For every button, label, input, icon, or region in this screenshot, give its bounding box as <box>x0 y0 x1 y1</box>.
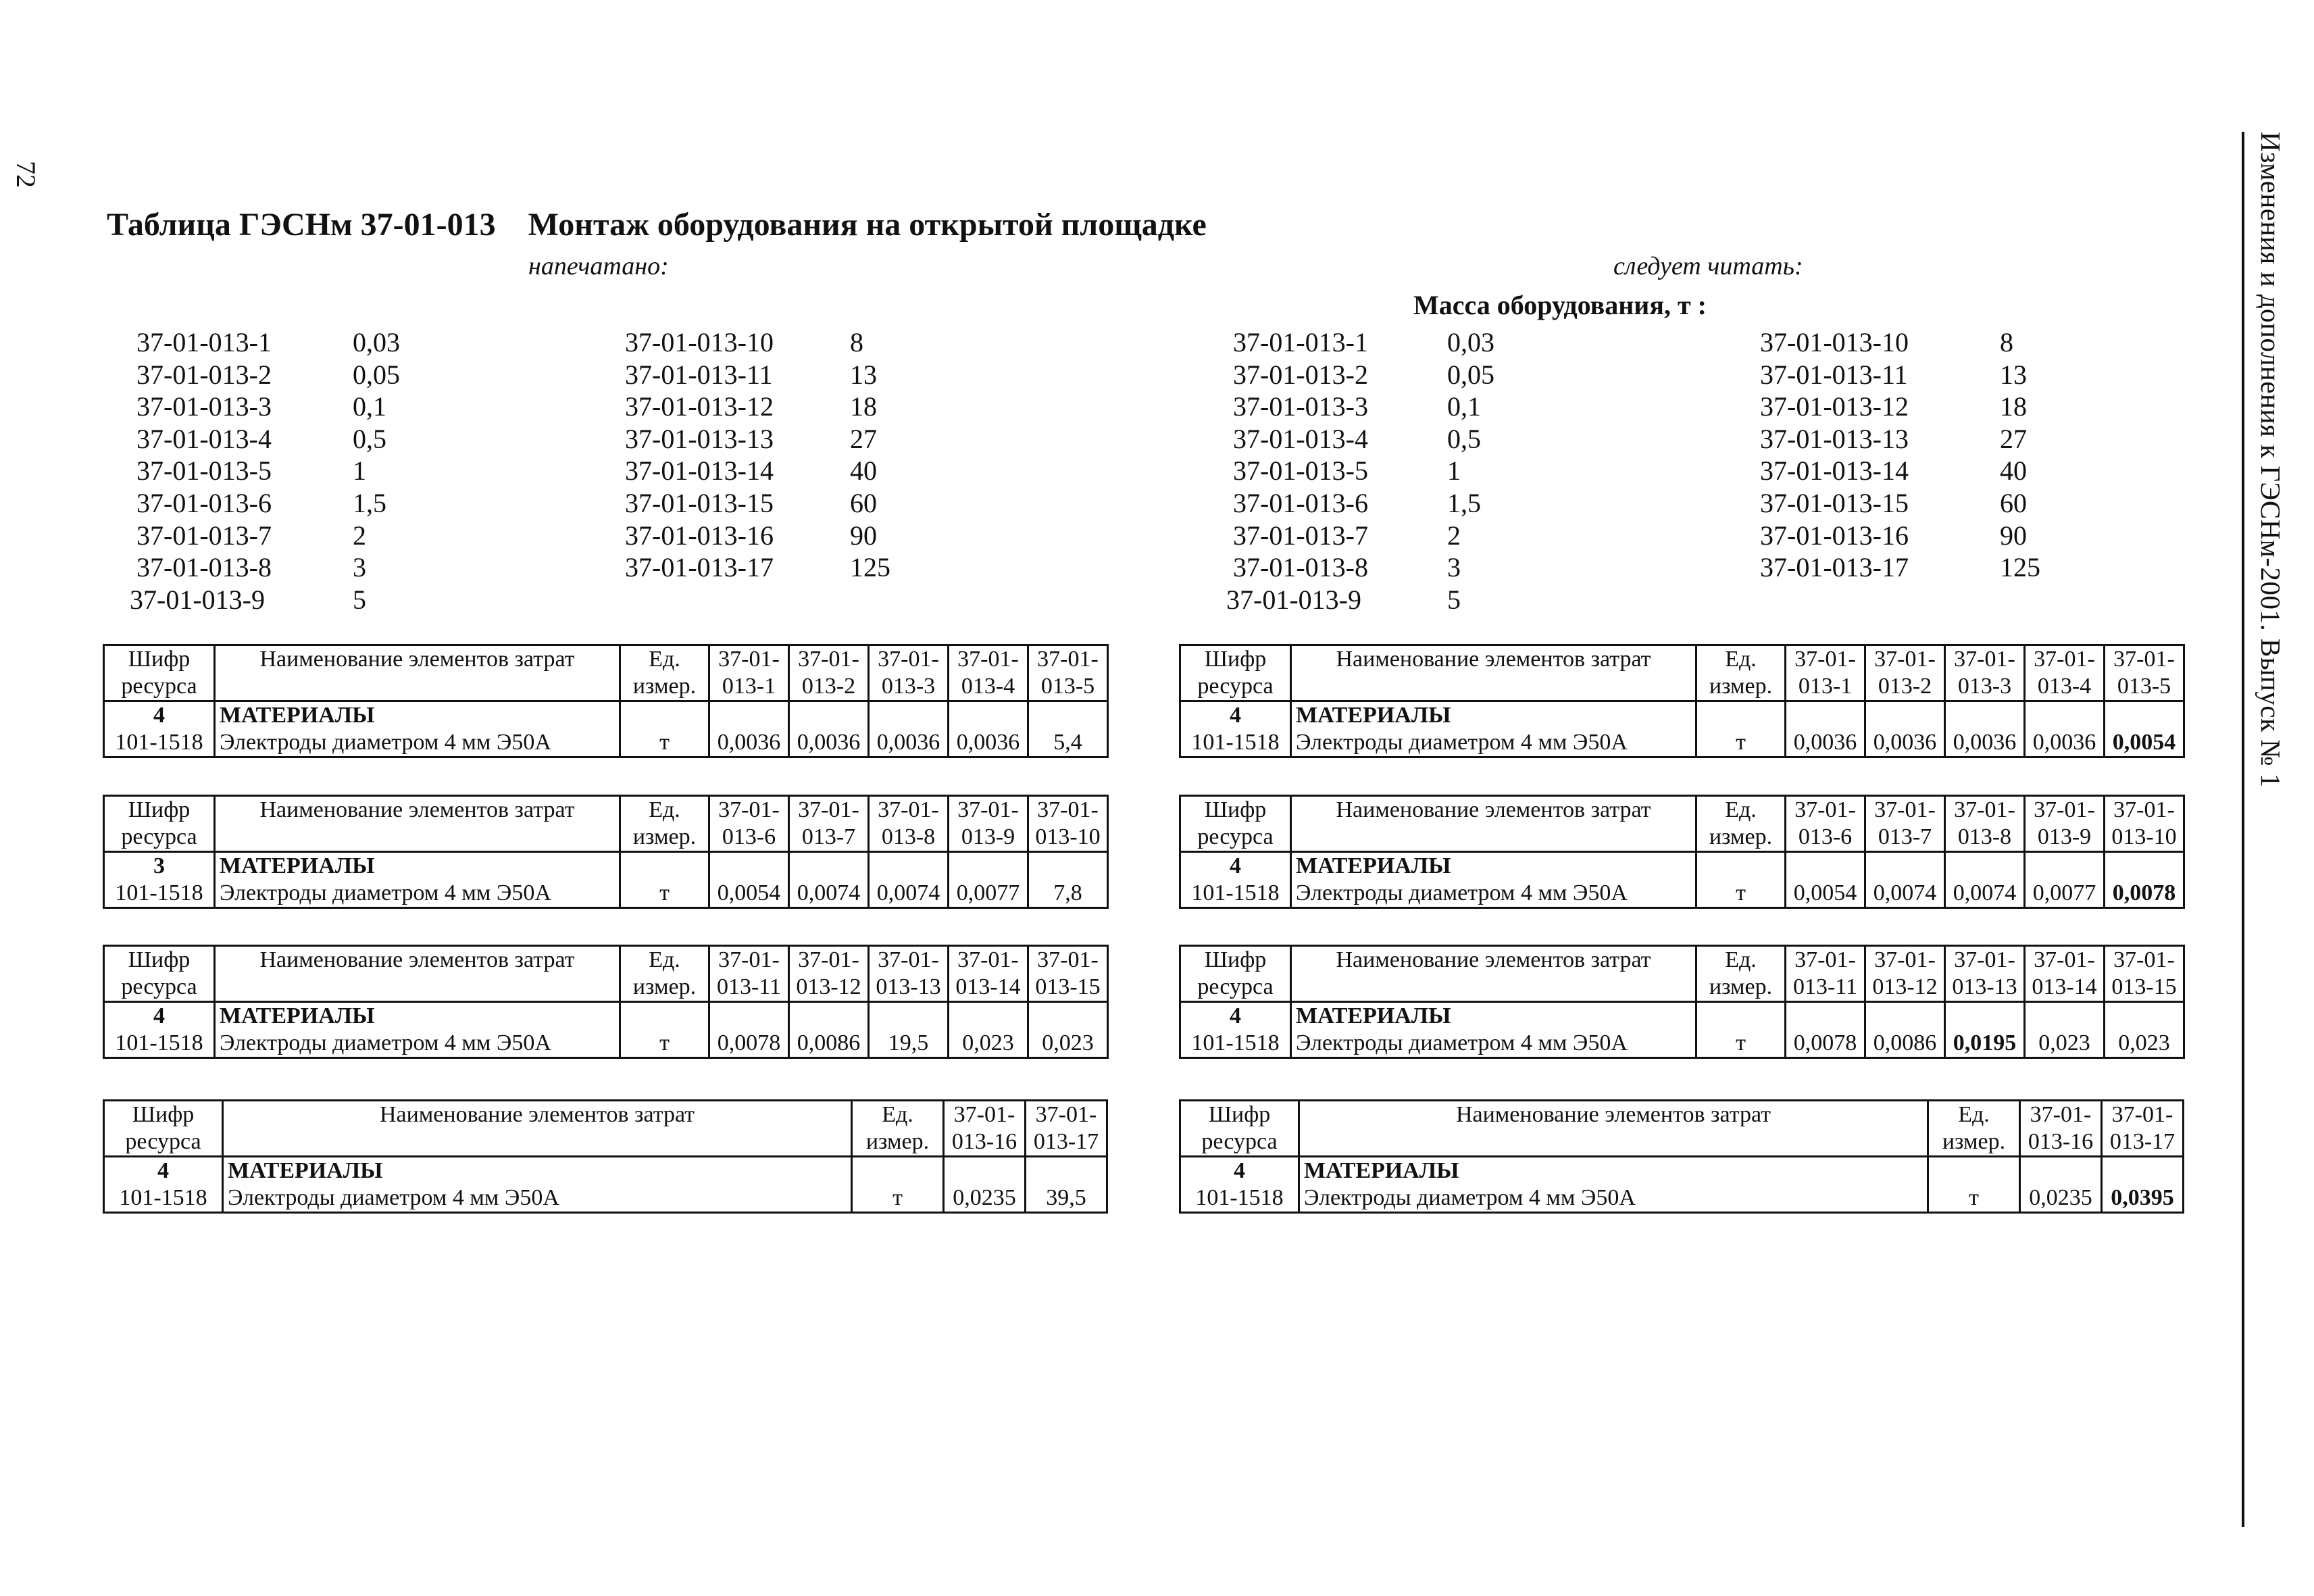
resource-value: 0,0077 <box>949 852 1028 908</box>
resource-name: Электроды диаметром 4 мм Э50А <box>1291 880 1696 908</box>
column-code-header: 013-6 <box>1786 824 1865 852</box>
column-code-header: 013-6 <box>709 824 789 852</box>
resource-code-header: Шифр <box>104 796 215 824</box>
section-name: МАТЕРИАЛЫ <box>215 1002 620 1030</box>
unit-cell: т <box>1696 1002 1786 1058</box>
column-code-header: 013-3 <box>1945 673 2025 701</box>
cost-name-header: Наименование элементов затрат <box>1291 645 1696 701</box>
column-code-header: 013-10 <box>1028 824 1108 852</box>
printed-mass-value: 0,05 <box>353 359 400 390</box>
column-prefix-header: 37-01- <box>949 645 1028 674</box>
column-code-header: 013-10 <box>2105 824 2184 852</box>
read-mass-code: 37-01-013-14 <box>1760 455 1909 487</box>
unit-header: Ед. <box>620 796 709 824</box>
read-mass-code: 37-01-013-8 <box>1233 552 1368 583</box>
read-mass-value: 90 <box>2000 520 2027 551</box>
section-number: 3 <box>104 852 215 880</box>
printed-mass-code: 37-01-013-3 <box>136 391 272 422</box>
column-code-header: 013-12 <box>789 974 869 1002</box>
resource-code-header-2: ресурса <box>1180 1128 1299 1157</box>
resource-code: 101-1518 <box>104 880 215 908</box>
unit-header: Ед. <box>1696 645 1786 674</box>
column-prefix-header: 37-01- <box>1865 796 1945 824</box>
unit-cell: т <box>620 701 709 757</box>
column-code-header: 013-16 <box>2020 1128 2102 1157</box>
column-code-header: 013-15 <box>2105 974 2184 1002</box>
section-number: 4 <box>1180 852 1291 880</box>
resource-value: 7,8 <box>1028 852 1108 908</box>
printed-mass-value: 0,03 <box>353 327 400 357</box>
read-mass-value: 60 <box>2000 488 2027 518</box>
cost-name-header: Наименование элементов затрат <box>1299 1101 1928 1157</box>
read-mass-code: 37-01-013-9 <box>1226 584 1361 615</box>
unit-cell: т <box>1696 852 1786 908</box>
unit-header: Ед. <box>1696 796 1786 824</box>
resource-value: 0,0036 <box>869 701 949 757</box>
column-prefix-header: 37-01- <box>1786 645 1865 674</box>
cost-name-header: Наименование элементов затрат <box>1291 796 1696 852</box>
column-prefix-header: 37-01- <box>869 946 949 974</box>
read-label: следует читать: <box>1613 252 1803 280</box>
resource-value: 0,0395 <box>2102 1157 2184 1213</box>
read-mass-value: 0,5 <box>1447 423 1481 454</box>
printed-mass-value: 125 <box>850 552 890 583</box>
unit-header-2: измер. <box>1696 974 1786 1002</box>
column-prefix-header: 37-01- <box>709 946 789 974</box>
printed-mass-value: 3 <box>353 552 366 583</box>
mass-label: Масса оборудования, т : <box>1413 290 1707 320</box>
unit-header-2: измер. <box>1696 824 1786 852</box>
unit-header-2: измер. <box>1696 673 1786 701</box>
column-prefix-header: 37-01- <box>1026 1101 1107 1129</box>
title-name: Монтаж оборудования на открытой площадке <box>528 207 1207 243</box>
column-code-header: 013-4 <box>949 673 1028 701</box>
read-mass-value: 27 <box>2000 423 2027 454</box>
resource-code: 101-1518 <box>1180 1184 1299 1213</box>
resource-value: 0,0235 <box>2020 1157 2102 1213</box>
side-header: Изменения и дополнения к ГЭСНм-2001. Выпуск № 1 <box>2255 132 2286 788</box>
printed-label: напечатано: <box>528 252 669 280</box>
section-name: МАТЕРИАЛЫ <box>1291 852 1696 880</box>
resource-code: 101-1518 <box>104 729 215 757</box>
resource-code-header-2: ресурса <box>1180 974 1291 1002</box>
printed-mass-value: 0,1 <box>353 391 386 422</box>
column-code-header: 013-5 <box>1028 673 1108 701</box>
cost-name-header: Наименование элементов затрат <box>215 796 620 852</box>
read-mass-code: 37-01-013-10 <box>1760 327 1909 357</box>
column-code-header: 013-16 <box>944 1128 1026 1157</box>
page-title <box>107 206 1207 243</box>
column-prefix-header: 37-01- <box>2025 645 2105 674</box>
resource-code-header-2: ресурса <box>104 673 215 701</box>
read-mass-value: 0,1 <box>1447 391 1481 422</box>
printed-mass-code: 37-01-013-1 <box>136 327 272 357</box>
column-prefix-header: 37-01- <box>1028 796 1108 824</box>
column-code-header: 013-13 <box>869 974 949 1002</box>
column-prefix-header: 37-01- <box>1028 946 1108 974</box>
column-code-header: 013-14 <box>949 974 1028 1002</box>
printed-mass-code: 37-01-013-16 <box>625 520 774 551</box>
column-code-header: 013-1 <box>1786 673 1865 701</box>
read-mass-code: 37-01-013-7 <box>1233 520 1368 551</box>
column-code-header: 013-14 <box>2025 974 2105 1002</box>
resource-value: 0,0036 <box>709 701 789 757</box>
printed-mass-code: 37-01-013-2 <box>136 359 272 390</box>
printed-table-1 <box>103 644 1109 758</box>
section-name: МАТЕРИАЛЫ <box>1299 1157 1928 1185</box>
unit-cell: т <box>1696 701 1786 757</box>
read-table-2 <box>1179 795 2185 909</box>
column-code-header: 013-7 <box>1865 824 1945 852</box>
column-code-header: 013-17 <box>1026 1128 1107 1157</box>
unit-header-2: измер. <box>852 1128 944 1157</box>
column-code-header: 013-12 <box>1865 974 1945 1002</box>
column-code-header: 013-8 <box>869 824 949 852</box>
read-mass-value: 18 <box>2000 391 2027 422</box>
read-mass-value: 5 <box>1447 584 1461 615</box>
read-mass-value: 1,5 <box>1447 488 1481 518</box>
printed-mass-code: 37-01-013-7 <box>136 520 272 551</box>
resource-code: 101-1518 <box>1180 1030 1291 1058</box>
cost-name-header: Наименование элементов затрат <box>215 946 620 1002</box>
resource-code-header-2: ресурса <box>104 1128 223 1157</box>
unit-header-2: измер. <box>620 824 709 852</box>
printed-mass-value: 18 <box>850 391 877 422</box>
resource-value: 0,023 <box>1028 1002 1108 1058</box>
resource-code-header-2: ресурса <box>104 824 215 852</box>
column-code-header: 013-7 <box>789 824 869 852</box>
unit-header: Ед. <box>1928 1101 2020 1129</box>
unit-cell: т <box>620 852 709 908</box>
printed-mass-value: 60 <box>850 488 877 518</box>
cost-name-header: Наименование элементов затрат <box>1291 946 1696 1002</box>
unit-cell: т <box>620 1002 709 1058</box>
read-mass-value: 8 <box>2000 327 2013 357</box>
read-mass-code: 37-01-013-5 <box>1233 455 1368 487</box>
column-prefix-header: 37-01- <box>949 796 1028 824</box>
resource-value: 19,5 <box>869 1002 949 1058</box>
column-prefix-header: 37-01- <box>1945 796 2025 824</box>
resource-value: 0,0036 <box>1786 701 1865 757</box>
resource-value: 0,0235 <box>944 1157 1026 1213</box>
column-prefix-header: 37-01- <box>1786 946 1865 974</box>
resource-code-header: Шифр <box>1180 1101 1299 1129</box>
column-prefix-header: 37-01- <box>944 1101 1026 1129</box>
section-number: 4 <box>104 1157 223 1185</box>
side-header-rule <box>2242 132 2244 1527</box>
resource-value: 0,023 <box>949 1002 1028 1058</box>
resource-code-header-2: ресурса <box>104 974 215 1002</box>
column-prefix-header: 37-01- <box>2102 1101 2184 1129</box>
resource-code: 101-1518 <box>104 1030 215 1058</box>
printed-mass-value: 90 <box>850 520 877 551</box>
resource-value: 0,0036 <box>1865 701 1945 757</box>
column-code-header: 013-9 <box>2025 824 2105 852</box>
column-code-header: 013-11 <box>1786 974 1865 1002</box>
section-name: МАТЕРИАЛЫ <box>1291 1002 1696 1030</box>
resource-code-header: Шифр <box>104 1101 223 1129</box>
unit-header: Ед. <box>1696 946 1786 974</box>
read-mass-value: 0,03 <box>1447 327 1494 357</box>
resource-code-header: Шифр <box>104 645 215 674</box>
column-prefix-header: 37-01- <box>2105 796 2184 824</box>
resource-name: Электроды диаметром 4 мм Э50А <box>1291 729 1696 757</box>
section-number: 4 <box>1180 1002 1291 1030</box>
read-table-1 <box>1179 644 2185 758</box>
column-prefix-header: 37-01- <box>1865 645 1945 674</box>
unit-header-2: измер. <box>1928 1128 2020 1157</box>
resource-value: 0,0074 <box>789 852 869 908</box>
title-code: Таблица ГЭСНм 37-01-013 <box>107 207 496 243</box>
section-number: 4 <box>1180 1157 1299 1185</box>
column-prefix-header: 37-01- <box>709 796 789 824</box>
column-prefix-header: 37-01- <box>1028 645 1108 674</box>
resource-value: 0,0086 <box>789 1002 869 1058</box>
column-prefix-header: 37-01- <box>2105 645 2184 674</box>
resource-name: Электроды диаметром 4 мм Э50А <box>1299 1184 1928 1213</box>
printed-mass-code: 37-01-013-14 <box>625 455 774 487</box>
column-code-header: 013-5 <box>2105 673 2184 701</box>
section-name: МАТЕРИАЛЫ <box>223 1157 852 1185</box>
resource-code-header: Шифр <box>104 946 215 974</box>
read-mass-value: 40 <box>2000 455 2027 487</box>
read-mass-code: 37-01-013-11 <box>1760 359 1908 390</box>
column-code-header: 013-4 <box>2025 673 2105 701</box>
read-mass-value: 13 <box>2000 359 2027 390</box>
printed-mass-code: 37-01-013-6 <box>136 488 272 518</box>
resource-value: 0,0074 <box>869 852 949 908</box>
column-code-header: 013-1 <box>709 673 789 701</box>
printed-mass-value: 5 <box>353 584 366 615</box>
resource-code-header: Шифр <box>1180 796 1291 824</box>
unit-cell: т <box>852 1157 944 1213</box>
resource-value: 0,0054 <box>2105 701 2184 757</box>
column-prefix-header: 37-01- <box>2025 946 2105 974</box>
cost-name-header: Наименование элементов затрат <box>215 645 620 701</box>
read-mass-value: 125 <box>2000 552 2040 583</box>
unit-header: Ед. <box>852 1101 944 1129</box>
read-mass-value: 1 <box>1447 455 1461 487</box>
column-code-header: 013-2 <box>789 673 869 701</box>
printed-table-4 <box>103 1099 1108 1214</box>
resource-value: 0,0054 <box>709 852 789 908</box>
column-prefix-header: 37-01- <box>2105 946 2184 974</box>
printed-mass-code: 37-01-013-11 <box>625 359 773 390</box>
resource-value: 0,0078 <box>709 1002 789 1058</box>
section-name: МАТЕРИАЛЫ <box>215 852 620 880</box>
column-prefix-header: 37-01- <box>789 645 869 674</box>
section-name: МАТЕРИАЛЫ <box>1291 701 1696 730</box>
read-table-4 <box>1179 1099 2184 1214</box>
resource-code-header-2: ресурса <box>1180 824 1291 852</box>
printed-mass-value: 40 <box>850 455 877 487</box>
resource-code: 101-1518 <box>1180 729 1291 757</box>
resource-value: 0,0195 <box>1945 1002 2025 1058</box>
resource-value: 0,0054 <box>1786 852 1865 908</box>
printed-mass-value: 0,5 <box>353 423 386 454</box>
resource-name: Электроды диаметром 4 мм Э50А <box>215 1030 620 1058</box>
resource-value: 5,4 <box>1028 701 1108 757</box>
resource-value: 0,0036 <box>1945 701 2025 757</box>
section-number: 4 <box>104 701 215 730</box>
resource-name: Электроды диаметром 4 мм Э50А <box>223 1184 852 1213</box>
resource-value: 0,0036 <box>789 701 869 757</box>
section-number: 4 <box>1180 701 1291 730</box>
resource-value: 0,0036 <box>949 701 1028 757</box>
read-mass-code: 37-01-013-17 <box>1760 552 1909 583</box>
column-code-header: 013-2 <box>1865 673 1945 701</box>
section-name: МАТЕРИАЛЫ <box>215 701 620 730</box>
printed-mass-code: 37-01-013-4 <box>136 423 272 454</box>
column-code-header: 013-17 <box>2102 1128 2184 1157</box>
printed-mass-code: 37-01-013-9 <box>130 584 265 615</box>
unit-cell: т <box>1928 1157 2020 1213</box>
resource-code: 101-1518 <box>1180 880 1291 908</box>
read-mass-code: 37-01-013-4 <box>1233 423 1368 454</box>
printed-mass-value: 1,5 <box>353 488 386 518</box>
read-mass-code: 37-01-013-1 <box>1233 327 1368 357</box>
resource-code-header-2: ресурса <box>1180 673 1291 701</box>
resource-name: Электроды диаметром 4 мм Э50А <box>215 880 620 908</box>
resource-code-header: Шифр <box>1180 946 1291 974</box>
unit-header: Ед. <box>620 946 709 974</box>
column-prefix-header: 37-01- <box>789 946 869 974</box>
printed-mass-value: 1 <box>353 455 366 487</box>
printed-mass-value: 13 <box>850 359 877 390</box>
column-prefix-header: 37-01- <box>949 946 1028 974</box>
resource-name: Электроды диаметром 4 мм Э50А <box>1291 1030 1696 1058</box>
column-prefix-header: 37-01- <box>869 796 949 824</box>
resource-value: 0,0074 <box>1865 852 1945 908</box>
printed-mass-value: 2 <box>353 520 366 551</box>
column-prefix-header: 37-01- <box>1945 645 2025 674</box>
printed-mass-code: 37-01-013-5 <box>136 455 272 487</box>
unit-header-2: измер. <box>620 673 709 701</box>
resource-value: 0,0074 <box>1945 852 2025 908</box>
column-code-header: 013-15 <box>1028 974 1108 1002</box>
printed-mass-value: 27 <box>850 423 877 454</box>
resource-value: 0,0078 <box>1786 1002 1865 1058</box>
column-prefix-header: 37-01- <box>1945 946 2025 974</box>
column-prefix-header: 37-01- <box>2020 1101 2102 1129</box>
read-mass-code: 37-01-013-16 <box>1760 520 1909 551</box>
column-code-header: 013-9 <box>949 824 1028 852</box>
printed-table-2 <box>103 795 1109 909</box>
read-mass-code: 37-01-013-13 <box>1760 423 1909 454</box>
read-mass-code: 37-01-013-2 <box>1233 359 1368 390</box>
resource-value: 0,0036 <box>2025 701 2105 757</box>
column-prefix-header: 37-01- <box>2025 796 2105 824</box>
read-table-3 <box>1179 945 2185 1059</box>
printed-mass-code: 37-01-013-17 <box>625 552 774 583</box>
column-prefix-header: 37-01- <box>869 645 949 674</box>
unit-header: Ед. <box>620 645 709 674</box>
cost-name-header: Наименование элементов затрат <box>223 1101 852 1157</box>
printed-mass-code: 37-01-013-10 <box>625 327 774 357</box>
page-number: 72 <box>11 161 41 188</box>
resource-code-header: Шифр <box>1180 645 1291 674</box>
read-mass-value: 0,05 <box>1447 359 1494 390</box>
resource-value: 0,0086 <box>1865 1002 1945 1058</box>
resource-value: 0,0077 <box>2025 852 2105 908</box>
read-mass-value: 3 <box>1447 552 1461 583</box>
read-mass-code: 37-01-013-15 <box>1760 488 1909 518</box>
column-code-header: 013-13 <box>1945 974 2025 1002</box>
column-code-header: 013-11 <box>709 974 789 1002</box>
printed-mass-code: 37-01-013-15 <box>625 488 774 518</box>
unit-header-2: измер. <box>620 974 709 1002</box>
read-mass-code: 37-01-013-3 <box>1233 391 1368 422</box>
read-mass-code: 37-01-013-6 <box>1233 488 1368 518</box>
printed-mass-code: 37-01-013-12 <box>625 391 774 422</box>
column-code-header: 013-8 <box>1945 824 2025 852</box>
printed-mass-value: 8 <box>850 327 863 357</box>
column-prefix-header: 37-01- <box>709 645 789 674</box>
read-mass-code: 37-01-013-12 <box>1760 391 1909 422</box>
column-prefix-header: 37-01- <box>1865 946 1945 974</box>
column-prefix-header: 37-01- <box>1786 796 1865 824</box>
resource-name: Электроды диаметром 4 мм Э50А <box>215 729 620 757</box>
resource-value: 0,0078 <box>2105 852 2184 908</box>
printed-table-3 <box>103 945 1109 1059</box>
read-mass-value: 2 <box>1447 520 1461 551</box>
section-number: 4 <box>104 1002 215 1030</box>
resource-value: 0,023 <box>2105 1002 2184 1058</box>
column-code-header: 013-3 <box>869 673 949 701</box>
resource-value: 39,5 <box>1026 1157 1107 1213</box>
column-prefix-header: 37-01- <box>789 796 869 824</box>
resource-code: 101-1518 <box>104 1184 223 1213</box>
printed-mass-code: 37-01-013-13 <box>625 423 774 454</box>
resource-value: 0,023 <box>2025 1002 2105 1058</box>
printed-mass-code: 37-01-013-8 <box>136 552 272 583</box>
